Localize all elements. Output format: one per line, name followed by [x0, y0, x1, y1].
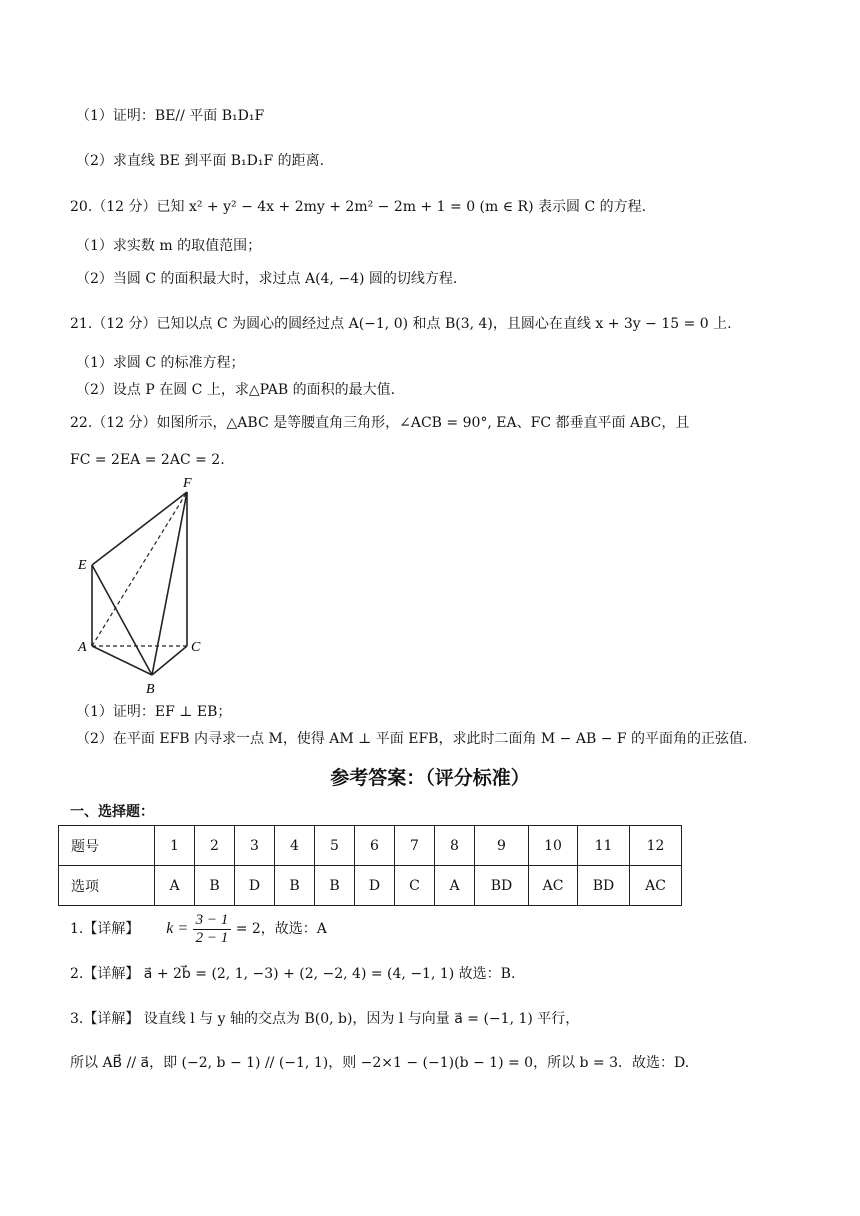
q21-part2: （2）设点 P 在圆 C 上，求△PAB 的面积的最大值. — [76, 382, 396, 398]
q21-stem: 21.（12 分）已知以点 C 为圆心的圆经过点 A(−1, 0) 和点 B(3, 4)，且圆心在直线 x + 3y − 15 = 0 上. — [70, 316, 732, 332]
edge-ef — [92, 492, 187, 565]
q21-part1: （1）求圆 C 的标准方程； — [76, 355, 245, 371]
solution-3-line2: 所以 AB⃗ // a⃗，即 (−2, b − 1) // (−1, 1)，则 −2×1 − (−1)(b − 1) = 0，所以 b = 3．故选：D. — [70, 1055, 690, 1071]
table-cell: B — [195, 866, 235, 906]
table-cell: C — [395, 866, 435, 906]
geometry-figure — [70, 470, 220, 695]
table-row-numbers — [59, 826, 682, 866]
label-f: F — [183, 476, 192, 491]
solution-2: 2.【详解】 a⃗ + 2b⃗ = (2, 1, −3) + (2, −2, 4) = (4, −1, 1) 故选：B. — [70, 966, 516, 982]
q22-stem-cont: FC = 2EA = 2AC = 2. — [70, 452, 225, 468]
table-cell: 9 — [475, 826, 529, 866]
table-cell: AC — [630, 866, 682, 906]
table-row-choices — [59, 866, 682, 906]
edge-eb — [92, 565, 152, 675]
label-b: B — [146, 682, 155, 695]
table-cell: 8 — [435, 826, 475, 866]
fraction-denominator: 2 − 1 — [195, 929, 229, 946]
section-multiple-choice: 一、选择题： — [70, 804, 154, 820]
row-header-choice: 选项 — [59, 866, 155, 906]
solution-1-prefix: 1.【详解】 — [70, 921, 140, 937]
solution-1 — [70, 910, 327, 948]
table-cell: D — [235, 866, 275, 906]
table-cell: 6 — [355, 826, 395, 866]
table-cell: AC — [529, 866, 578, 906]
table-cell: D — [355, 866, 395, 906]
table-cell: 4 — [275, 826, 315, 866]
table-cell: 11 — [578, 826, 630, 866]
table-cell: BD — [578, 866, 630, 906]
solution-1-fraction — [193, 912, 232, 947]
fraction-numerator: 3 − 1 — [193, 912, 232, 930]
table-cell: 10 — [529, 826, 578, 866]
q20-part2: （2）当圆 C 的面积最大时，求过点 A(4, −4) 圆的切线方程. — [76, 271, 458, 287]
table-cell: B — [275, 866, 315, 906]
q22-part1: （1）证明：EF ⊥ EB； — [76, 704, 232, 720]
solution-1-k: k = — [166, 920, 189, 937]
table-cell: B — [315, 866, 355, 906]
table-cell: A — [155, 866, 195, 906]
answers-heading: 参考答案：（评分标准） — [330, 767, 530, 789]
q22-part2: （2）在平面 EFB 内寻求一点 M，使得 AM ⊥ 平面 EFB，求此时二面角 M − AB − F 的平面角的正弦值. — [76, 731, 748, 747]
table-cell: 7 — [395, 826, 435, 866]
label-a: A — [78, 640, 87, 655]
q19-part2: （2）求直线 BE 到平面 B₁D₁F 的距离. — [76, 153, 325, 169]
row-header-number: 题号 — [59, 826, 155, 866]
solution-1-rest: = 2，故选：A — [235, 921, 327, 937]
label-e: E — [78, 558, 87, 573]
table-cell: 12 — [630, 826, 682, 866]
q19-part1: （1）证明：BE// 平面 B₁D₁F — [76, 108, 265, 124]
label-c: C — [191, 640, 201, 655]
table-cell: A — [435, 866, 475, 906]
q20-stem: 20.（12 分）已知 x² + y² − 4x + 2my + 2m² − 2m + 1 = 0 (m ∈ R) 表示圆 C 的方程. — [70, 199, 647, 215]
table-cell: BD — [475, 866, 529, 906]
table-cell: 2 — [195, 826, 235, 866]
table-cell: 3 — [235, 826, 275, 866]
table-cell: 1 — [155, 826, 195, 866]
q22-stem: 22.（12 分）如图所示，△ABC 是等腰直角三角形，∠ACB = 90°, EA、FC 都垂直平面 ABC，且 — [70, 415, 690, 431]
edge-ab — [92, 646, 152, 675]
solution-3-line1: 3.【详解】 设直线 l 与 y 轴的交点为 B(0, b)，因为 l 与向量 a⃗ = (−1, 1) 平行， — [70, 1011, 580, 1027]
q20-part1: （1）求实数 m 的取值范围； — [76, 238, 262, 254]
table-cell: 5 — [315, 826, 355, 866]
answer-table — [58, 825, 682, 906]
